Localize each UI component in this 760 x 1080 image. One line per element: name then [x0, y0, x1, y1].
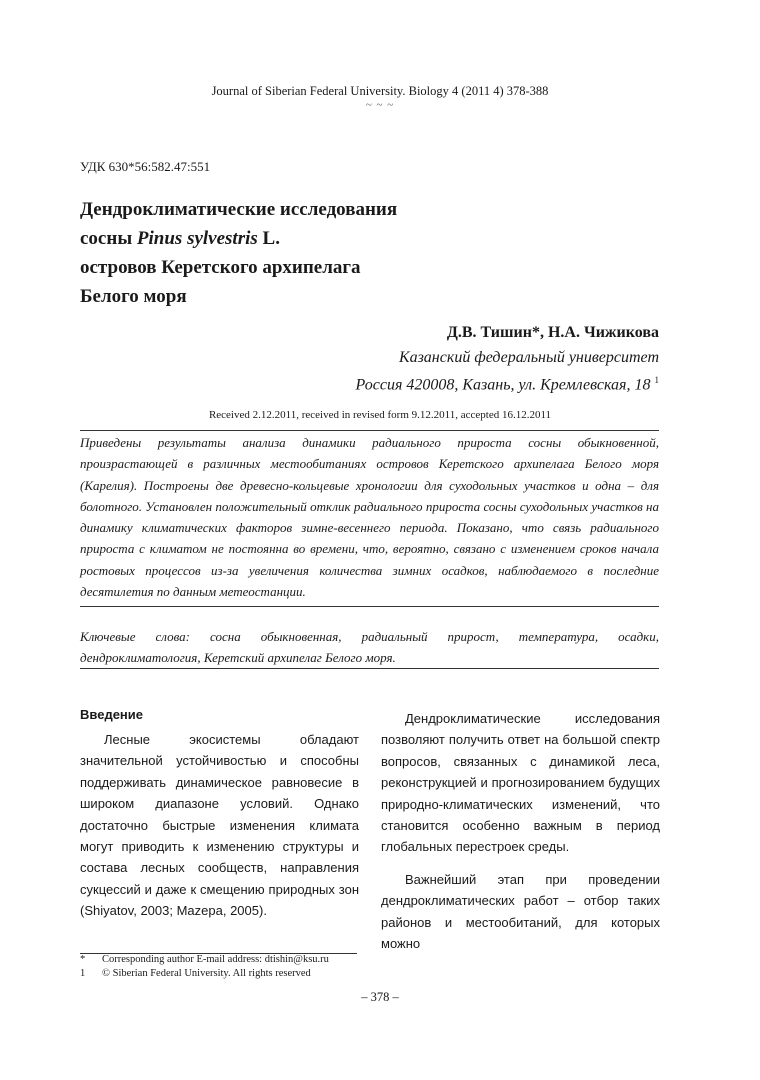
section-heading-introduction: Введение [80, 707, 143, 722]
abstract-bottom-rule [80, 606, 659, 607]
keywords: Ключевые слова: сосна обыкновенная, радиальный прирост, температура, осадки, дендроклиматология, Керетский архипелаг Белого моря. [80, 629, 659, 665]
page-number: – 378 – [361, 990, 399, 1004]
header-ornament: ~ ~ ~ [365, 99, 395, 111]
keywords-bottom-rule [80, 668, 659, 669]
intro-paragraph-3: Важнейший этап при проведении дендроклиматических работ – отбор таких районов и местообитаний, для которых можно [381, 871, 660, 952]
right-column [381, 708, 660, 954]
intro-paragraph-1: Лесные экосистемы обладают значительной устойчивостью и способны поддерживать динамическое равновесие в широком диапазоне условий. Однако достаточно быстрые изменения климата могут приводить к изменению структуры и состава лесных сообществ, направления сукцессий и даже к смещению природных зон (Shiyatov, 2003; Mazepa, 2005). [80, 732, 359, 919]
affiliation-line-1: Казанский федеральный университет [398, 349, 659, 366]
species-name: Pinus sylvestris [136, 228, 258, 249]
footnote-copyright: 1 © Siberian Federal University. All rights reserved [80, 968, 311, 979]
affiliation [356, 347, 659, 396]
abstract-top-rule [80, 430, 659, 431]
intro-paragraph-2: Дендроклиматические исследования позволяют получить ответ на большой спектр вопросов, связанных с динамикой леса, реконструкцией и прогнозированием будущих природно-климатических изменений, что становится особенно важным в период глобальных перестроек среды. [381, 711, 660, 855]
title-line-4: Белого моря [80, 286, 187, 307]
article-title [80, 195, 397, 311]
received-dates: Received 2.12.2011, received in revised form 9.12.2011, accepted 16.12.2011 [208, 409, 552, 421]
journal-header: Journal of Siberian Federal University. Biology 4 (2011 4) 378-388 [211, 84, 549, 98]
title-line-3: островов Керетского архипелага [80, 257, 361, 278]
udc-code: УДК 630*56:582.47:551 [80, 159, 211, 174]
footnote-mark: 1 [80, 968, 86, 979]
abstract: Приведены результаты анализа динамики радиального прироста сосны обыкновенной, произрастающей в различных местообитаниях островов Керетского архипелага Белого моря (Карелия). Построены две древесно-кольцевые хронологии для суходольных участков и одна – для болотного. Установлен положительный отклик радиального прироста сосны суходольных участков на динамику климатических факторов зимне-весеннего периода. Показано, что связь радиального прироста с климатом не постоянна во времени, что, вероятно, связано с изменением сроков начала ростовых процессов из-за увеличения количества зимних осадков, наблюдаемого в последние десятилетия по данным метеостанции. [80, 435, 659, 600]
left-column [80, 729, 359, 922]
title-line-2: сосны Pinus sylvestris L. [80, 228, 280, 249]
title-line-1: Дендроклиматические исследования [80, 199, 398, 220]
affiliation-footnote-mark: 1 [654, 375, 659, 385]
affiliation-line-2: Россия 420008, Казань, ул. Кремлевская, 18 $^1$ [355, 375, 659, 394]
footnote-corresponding-author: * Corresponding author E-mail address: dtishin@ksu.ru [80, 954, 329, 965]
footnote-mark: * [80, 954, 86, 965]
authors: Д.В. Тишин*, Н.А. Чижикова [446, 324, 659, 341]
